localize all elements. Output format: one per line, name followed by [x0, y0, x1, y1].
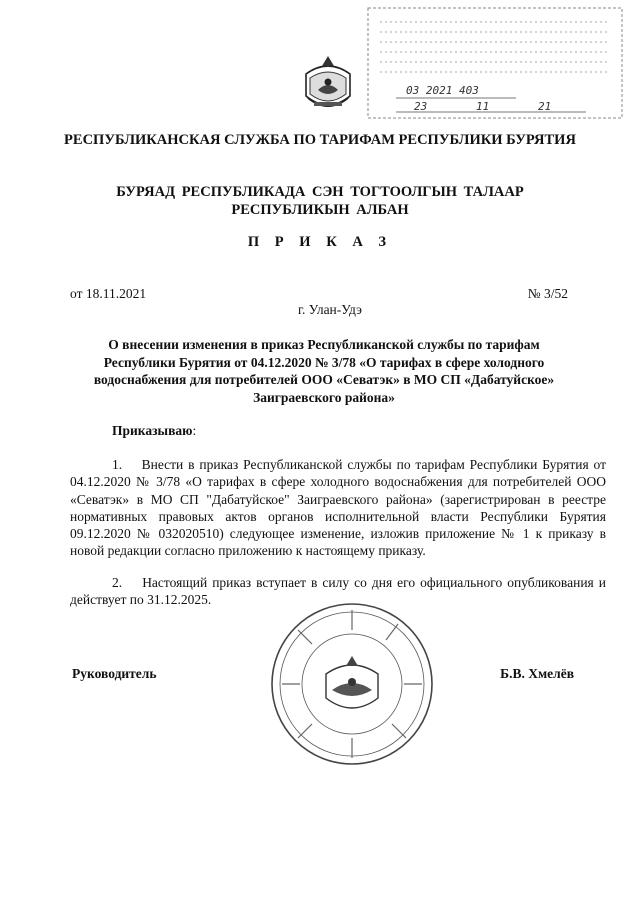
- order-item-1: 1. Внести в приказ Республиканской службы по тарифам Республики Бурятия от 04.12.2020 № 3/78 «О тарифах в сфере холодного водоснабжения для потребителей ООО «Севатэк» в МО СП "Дабатуйское" Заиграевского района» (зарегистрирован в реестре нормативных правовых актов органов исполнительной власти Республики Бурятия 09.12.2020 № 032020510) следующее изменение, изложив приложение № 1 к приказу в новой редакции согласно приложению к настоящему приказу.: [70, 457, 606, 559]
- stamp-registration-month: 11: [476, 100, 490, 113]
- order-verb-text: Приказываю: [112, 423, 193, 438]
- document-date: от 18.11.2021: [70, 286, 147, 301]
- signer-name: Б.В. Хмелёв: [500, 666, 574, 681]
- document-type-heading: П Р И К А З: [247, 234, 393, 250]
- stamp-registration-number: 03 2021 403: [406, 84, 479, 97]
- stamp-registration-day: 23: [414, 100, 428, 113]
- official-seal: [268, 600, 436, 768]
- coat-of-arms-emblem: [300, 52, 356, 116]
- signer-title: Руководитель: [72, 666, 157, 681]
- order-verb: Приказываю:: [112, 423, 197, 438]
- document-number: № 3/52: [527, 286, 568, 301]
- document-city: г. Улан-Удэ: [298, 302, 362, 317]
- document-subject: О внесении изменения в приказ Республиканской службы по тарифам Республики Бурятия от 04.12.2020 № 3/78 «О тарифах в сфере холодного водоснабжения для потребителей ООО «Севатэк» в МО СП «Дабатуйское» Заиграевского района»: [93, 337, 555, 405]
- organization-name-russian: РЕСПУБЛИКАНСКАЯ СЛУЖБА ПО ТАРИФАМ РЕСПУБЛИКИ БУРЯТИЯ: [64, 132, 576, 148]
- stamp-registration-year: 21: [538, 100, 552, 113]
- order-item-2: 2. Настоящий приказ вступает в силу со дня его официального опубликования и действует по 31.12.2025.: [70, 575, 606, 608]
- organization-name-buryat: БУРЯАД РЕСПУБЛИКАДА СЭН ТОГТООЛГЫН ТАЛААР РЕСПУБЛИКЫН АЛБАН: [116, 184, 524, 218]
- registration-stamp: [366, 6, 624, 120]
